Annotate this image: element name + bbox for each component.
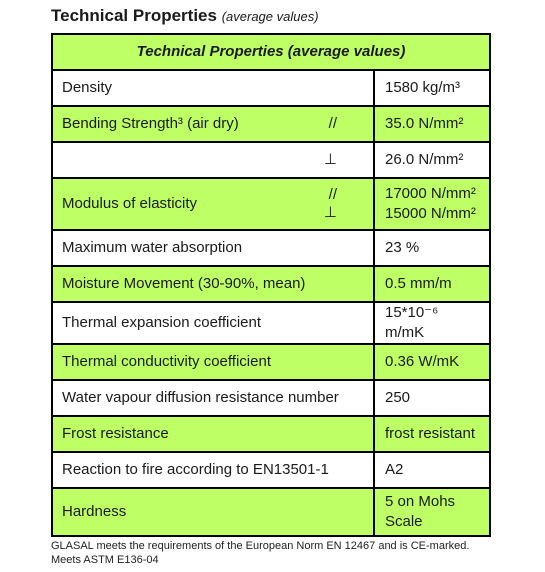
table-row — [52, 70, 490, 106]
property-value: 23 % — [374, 230, 490, 266]
property-value: 0.5 mm/m — [374, 266, 490, 302]
property-value-cell — [374, 178, 490, 230]
direction-symbols — [324, 186, 337, 222]
page-title — [51, 6, 531, 26]
property-value-cell — [374, 488, 490, 536]
property-label: Hardness — [52, 488, 374, 536]
perpendicular-symbol: ⊥ — [323, 204, 337, 221]
table-row — [52, 230, 490, 266]
table-row — [52, 142, 490, 178]
table-row — [52, 452, 490, 488]
property-label-cell — [52, 106, 374, 142]
page-subtitle: (average values) — [221, 9, 319, 24]
property-label-cell — [52, 142, 374, 178]
parallel-symbol: // — [328, 115, 337, 132]
property-label-cell — [52, 178, 374, 230]
property-label: Modulus of elasticity — [62, 195, 198, 212]
property-value: 17000 N/mm² — [385, 185, 476, 202]
property-label: Maximum water absorption — [52, 230, 374, 266]
technical-properties-table — [51, 33, 491, 537]
table-row — [52, 416, 490, 452]
property-value: frost resistant — [374, 416, 490, 452]
table-row — [52, 302, 490, 344]
property-value: 26.0 N/mm² — [374, 142, 490, 178]
footnote-line: GLASAL meets the requirements of the European Norm EN 12467 and is CE-marked. — [51, 540, 470, 552]
property-value: 15*10⁻⁶ m/mK — [374, 302, 490, 344]
property-label: Moisture Movement (30-90%, mean) — [52, 266, 374, 302]
property-label: Density — [52, 70, 374, 106]
table-row — [52, 488, 490, 536]
page-title-text: Technical Properties — [51, 6, 217, 25]
table-row — [52, 344, 490, 380]
property-label: Bending Strength³ (air dry) — [62, 115, 239, 132]
perpendicular-symbol: ⊥ — [323, 151, 337, 168]
footnote-line: Meets ASTM E136-04 — [51, 554, 159, 566]
table-row — [52, 178, 490, 230]
table-row — [52, 380, 490, 416]
property-value: 250 — [374, 380, 490, 416]
property-value: 0.36 W/mK — [374, 344, 490, 380]
property-value: Scale — [385, 513, 423, 530]
table-row — [52, 266, 490, 302]
footnote — [51, 539, 521, 567]
property-label: Reaction to fire according to EN13501-1 — [52, 452, 374, 488]
property-label: Water vapour diffusion resistance number — [52, 380, 374, 416]
property-value: A2 — [374, 452, 490, 488]
table-header-row — [52, 34, 490, 70]
property-value: 1580 kg/m³ — [374, 70, 490, 106]
table-header: Technical Properties (average values) — [52, 34, 490, 70]
table-row — [52, 106, 490, 142]
property-label: Frost resistance — [52, 416, 374, 452]
property-value: 5 on Mohs — [385, 493, 456, 510]
property-label: Thermal expansion coefficient — [52, 302, 374, 344]
parallel-symbol: // — [328, 186, 337, 203]
property-label: Thermal conductivity coefficient — [52, 344, 374, 380]
property-value: 35.0 N/mm² — [374, 106, 490, 142]
property-value: 15000 N/mm² — [385, 205, 476, 222]
